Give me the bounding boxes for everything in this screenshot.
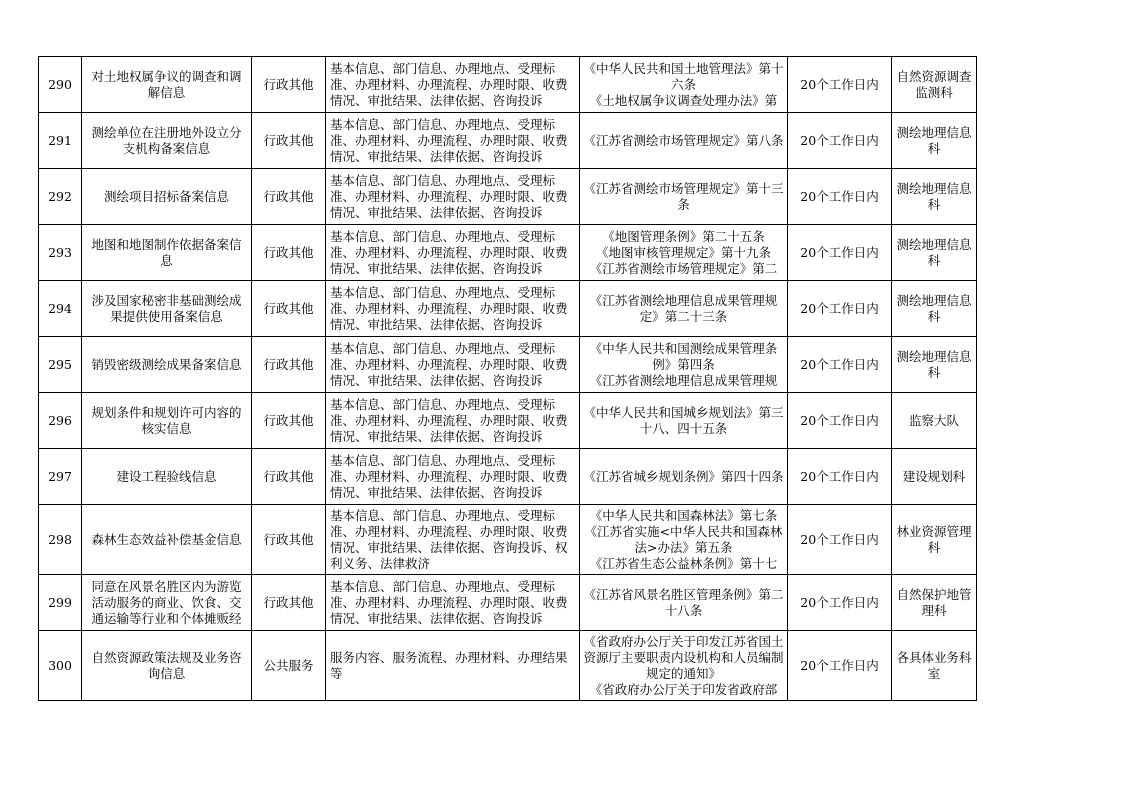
table-row — [39, 449, 977, 505]
disclosure-content: 基本信息、部门信息、办理地点、受理标准、办理材料、办理流程、办理时限、收费情况、审批结果、法律依据、咨询投诉、权利义务、法律救济 — [330, 507, 568, 571]
legal-basis-cell — [580, 631, 788, 701]
item-type: 行政其他 — [263, 412, 314, 428]
table-body — [39, 57, 977, 701]
time-limit: 20个工作日内 — [800, 531, 879, 547]
item-type: 行政其他 — [263, 76, 314, 92]
item-name-cell — [82, 113, 252, 169]
item-name-cell — [82, 225, 252, 281]
table-row — [39, 337, 977, 393]
responsible-department-cell — [892, 57, 977, 113]
item-name-cell — [82, 57, 252, 113]
row-number: 298 — [48, 531, 72, 547]
legal-basis-cell — [580, 575, 788, 631]
table-row — [39, 225, 977, 281]
legal-basis: 《江苏省风景名胜区管理条例》第二十八条 — [583, 586, 784, 618]
disclosure-content-cell — [326, 169, 580, 225]
row-number: 296 — [48, 412, 72, 428]
time-limit-cell — [788, 337, 892, 393]
row-number: 292 — [48, 188, 72, 204]
disclosure-content-cell — [326, 225, 580, 281]
item-type: 行政其他 — [263, 300, 314, 316]
row-number-cell — [39, 113, 82, 169]
time-limit-cell — [788, 57, 892, 113]
disclosure-content: 基本信息、部门信息、办理地点、受理标准、办理材料、办理流程、办理时限、收费情况、审批结果、法律依据、咨询投诉 — [330, 452, 568, 500]
legal-basis: 《中华人民共和国土地管理法》第十六条 《土地权属争议调查处理办法》第 — [583, 60, 784, 108]
responsible-department-cell — [892, 505, 977, 575]
disclosure-content: 基本信息、部门信息、办理地点、受理标准、办理材料、办理流程、办理时限、收费情况、审批结果、法律依据、咨询投诉 — [330, 172, 568, 220]
time-limit-cell — [788, 449, 892, 505]
item-name: 测绘项目招标备案信息 — [103, 188, 229, 204]
time-limit: 20个工作日内 — [800, 657, 879, 673]
legal-basis-cell — [580, 281, 788, 337]
item-type: 行政其他 — [263, 244, 314, 260]
item-type-cell — [252, 449, 326, 505]
legal-basis: 《地图管理条例》第二十五条 《地图审核管理规定》第十九条 《江苏省测绘市场管理规定》第二 — [589, 228, 778, 276]
time-limit-cell — [788, 113, 892, 169]
item-type-cell — [252, 113, 326, 169]
item-type: 公共服务 — [263, 657, 314, 673]
time-limit: 20个工作日内 — [800, 132, 879, 148]
item-type: 行政其他 — [263, 356, 314, 372]
item-type-cell — [252, 505, 326, 575]
time-limit: 20个工作日内 — [800, 76, 879, 92]
disclosure-content-cell — [326, 631, 580, 701]
table-row — [39, 281, 977, 337]
row-number: 300 — [48, 657, 72, 673]
time-limit-cell — [788, 575, 892, 631]
row-number: 297 — [48, 468, 72, 484]
item-name: 对土地权属争议的调查和调解信息 — [91, 68, 242, 100]
item-type-cell — [252, 57, 326, 113]
legal-basis: 《江苏省城乡规划条例》第四十四条 — [583, 468, 784, 484]
legal-basis: 《中华人民共和国测绘成果管理条例》第四条 《江苏省测绘地理信息成果管理规 — [589, 340, 778, 388]
item-type-cell — [252, 393, 326, 449]
item-name-cell — [82, 449, 252, 505]
responsible-department: 自然保护地管理科 — [896, 586, 972, 618]
legal-basis-cell — [580, 169, 788, 225]
responsible-department: 测绘地理信息科 — [896, 292, 972, 324]
item-type-cell — [252, 225, 326, 281]
legal-basis-cell — [580, 337, 788, 393]
responsible-department: 各具体业务科室 — [896, 649, 972, 681]
responsible-department-cell — [892, 113, 977, 169]
item-name: 森林生态效益补偿基金信息 — [91, 531, 242, 547]
row-number-cell — [39, 505, 82, 575]
responsible-department-cell — [892, 225, 977, 281]
disclosure-content: 基本信息、部门信息、办理地点、受理标准、办理材料、办理流程、办理时限、收费情况、审批结果、法律依据、咨询投诉 — [330, 116, 568, 164]
responsible-department-cell — [892, 281, 977, 337]
row-number-cell — [39, 225, 82, 281]
disclosure-content-cell — [326, 113, 580, 169]
item-name: 测绘单位在注册地外设立分支机构备案信息 — [91, 124, 242, 156]
row-number-cell — [39, 631, 82, 701]
row-number-cell — [39, 57, 82, 113]
responsible-department-cell — [892, 393, 977, 449]
row-number: 293 — [48, 244, 72, 260]
row-number-cell — [39, 575, 82, 631]
item-name-cell — [82, 631, 252, 701]
responsible-department: 监察大队 — [908, 412, 959, 428]
time-limit-cell — [788, 505, 892, 575]
disclosure-content-cell — [326, 281, 580, 337]
item-name-cell — [82, 281, 252, 337]
table-row — [39, 57, 977, 113]
disclosure-content: 基本信息、部门信息、办理地点、受理标准、办理材料、办理流程、办理时限、收费情况、审批结果、法律依据、咨询投诉 — [330, 228, 568, 276]
item-name: 销毁密级测绘成果备案信息 — [91, 356, 242, 372]
disclosure-content: 基本信息、部门信息、办理地点、受理标准、办理材料、办理流程、办理时限、收费情况、审批结果、法律依据、咨询投诉 — [330, 578, 568, 626]
disclosure-content: 基本信息、部门信息、办理地点、受理标准、办理材料、办理流程、办理时限、收费情况、审批结果、法律依据、咨询投诉 — [330, 284, 568, 332]
legal-basis-cell — [580, 449, 788, 505]
row-number-cell — [39, 169, 82, 225]
time-limit-cell — [788, 225, 892, 281]
item-name: 同意在风景名胜区内为游览活动服务的商业、饮食、交通运输等行业和个体摊贩经 — [91, 578, 242, 626]
time-limit-cell — [788, 393, 892, 449]
disclosure-content: 服务内容、服务流程、办理材料、办理结果等 — [330, 649, 568, 681]
legal-basis: 《中华人民共和国森林法》第七条 《江苏省实施<中华人民共和国森林法>办法》第五条 《江苏省生态公益林条例》第十七 — [584, 507, 783, 571]
time-limit: 20个工作日内 — [800, 356, 879, 372]
item-type: 行政其他 — [263, 188, 314, 204]
disclosure-content-cell — [326, 393, 580, 449]
legal-basis: 《江苏省测绘地理信息成果管理规定》第二十三条 — [589, 292, 778, 324]
item-name-cell — [82, 337, 252, 393]
disclosure-content-cell — [326, 505, 580, 575]
responsible-department: 测绘地理信息科 — [896, 124, 972, 156]
time-limit: 20个工作日内 — [800, 300, 879, 316]
item-name: 自然资源政策法规及业务咨询信息 — [91, 649, 242, 681]
item-name-cell — [82, 393, 252, 449]
time-limit: 20个工作日内 — [800, 412, 879, 428]
responsible-department: 测绘地理信息科 — [896, 348, 972, 380]
disclosure-content-cell — [326, 337, 580, 393]
responsible-department: 测绘地理信息科 — [896, 180, 972, 212]
disclosure-content: 基本信息、部门信息、办理地点、受理标准、办理材料、办理流程、办理时限、收费情况、审批结果、法律依据、咨询投诉 — [330, 396, 568, 444]
disclosure-content-cell — [326, 575, 580, 631]
item-name: 建设工程验线信息 — [116, 468, 217, 484]
responsible-department-cell — [892, 169, 977, 225]
item-type-cell — [252, 631, 326, 701]
legal-basis: 《中华人民共和国城乡规划法》第三十八、四十五条 — [583, 404, 784, 436]
time-limit-cell — [788, 281, 892, 337]
time-limit: 20个工作日内 — [800, 244, 879, 260]
legal-basis: 《江苏省测绘市场管理规定》第八条 — [583, 132, 784, 148]
item-type-cell — [252, 281, 326, 337]
item-type: 行政其他 — [263, 594, 314, 610]
disclosure-content: 基本信息、部门信息、办理地点、受理标准、办理材料、办理流程、办理时限、收费情况、审批结果、法律依据、咨询投诉 — [330, 60, 568, 108]
legal-basis-cell — [580, 393, 788, 449]
row-number: 295 — [48, 356, 72, 372]
row-number-cell — [39, 337, 82, 393]
item-name: 地图和地图制作依据备案信息 — [91, 236, 242, 268]
legal-basis-cell — [580, 113, 788, 169]
row-number: 299 — [48, 594, 72, 610]
legal-basis-cell — [580, 225, 788, 281]
responsible-department: 测绘地理信息科 — [896, 236, 972, 268]
responsible-department-cell — [892, 449, 977, 505]
row-number-cell — [39, 281, 82, 337]
responsible-department: 建设规划科 — [902, 468, 966, 484]
legal-basis: 《江苏省测绘市场管理规定》第十三条 — [583, 180, 784, 212]
responsible-department-cell — [892, 631, 977, 701]
item-name: 规划条件和规划许可内容的核实信息 — [91, 404, 242, 436]
disclosure-content-cell — [326, 57, 580, 113]
info-table — [38, 56, 977, 701]
item-type: 行政其他 — [263, 531, 314, 547]
item-name: 涉及国家秘密非基础测绘成果提供使用备案信息 — [91, 292, 242, 324]
responsible-department: 自然资源调查监测科 — [896, 68, 972, 100]
time-limit: 20个工作日内 — [800, 188, 879, 204]
item-type-cell — [252, 337, 326, 393]
table-row — [39, 505, 977, 575]
legal-basis-cell — [580, 57, 788, 113]
item-name-cell — [82, 169, 252, 225]
table-row — [39, 393, 977, 449]
responsible-department: 林业资源管理科 — [896, 523, 972, 555]
table-row — [39, 631, 977, 701]
item-name-cell — [82, 505, 252, 575]
legal-basis: 《省政府办公厅关于印发江苏省国土资源厅主要职责内设机构和人员编制规定的通知》 《省政府办公厅关于印发省政府部 — [583, 633, 784, 697]
disclosure-content: 基本信息、部门信息、办理地点、受理标准、办理材料、办理流程、办理时限、收费情况、审批结果、法律依据、咨询投诉 — [330, 340, 568, 388]
item-type-cell — [252, 169, 326, 225]
responsible-department-cell — [892, 337, 977, 393]
time-limit: 20个工作日内 — [800, 468, 879, 484]
item-type: 行政其他 — [263, 468, 314, 484]
item-name-cell — [82, 575, 252, 631]
row-number: 291 — [48, 132, 72, 148]
item-type-cell — [252, 575, 326, 631]
row-number-cell — [39, 449, 82, 505]
disclosure-content-cell — [326, 449, 580, 505]
item-type: 行政其他 — [263, 132, 314, 148]
time-limit-cell — [788, 169, 892, 225]
row-number: 294 — [48, 300, 72, 316]
table-row — [39, 113, 977, 169]
legal-basis-cell — [580, 505, 788, 575]
table-row — [39, 169, 977, 225]
time-limit: 20个工作日内 — [800, 594, 879, 610]
time-limit-cell — [788, 631, 892, 701]
table-row — [39, 575, 977, 631]
row-number: 290 — [48, 76, 72, 92]
row-number-cell — [39, 393, 82, 449]
responsible-department-cell — [892, 575, 977, 631]
